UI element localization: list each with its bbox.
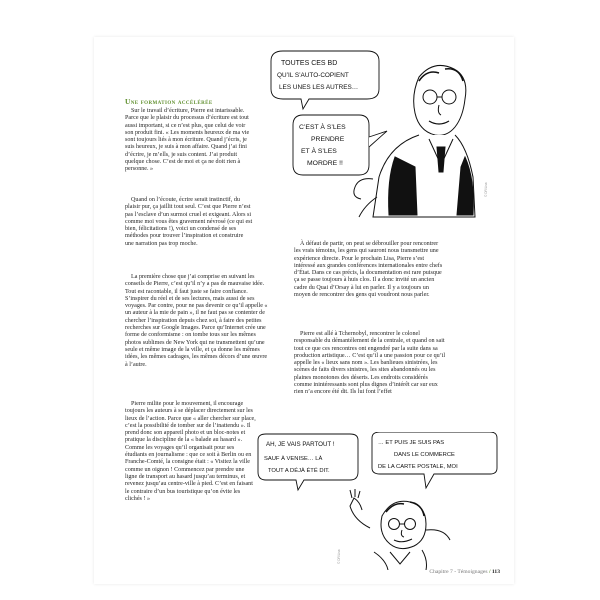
paragraph-3: La première chose que j’ai comprise en suivant les conseils de Pierre, c’est qu’il n’y a pas de mauvaise idée. Tout est racontable, il faut juste se faire confiance. S’inspirer du réel et de ses lectures, mais aussi de ses voyages. Par contre, pour ne pas devenir ce qu’il appelle « un auteur à la mie de pain », il ne faut pas se contenter de chercher l’inspiration depuis chez soi, à faire des petites recherches sur Google Images. Parce qu’Internet crée une forme de conformisme : on tombe tous sur les mêmes photos sublimes de New York qui ne transmettent qu’une seule et même image de la ville, et ça donne les mêmes idées, les mêmes cadrages, les mêmes décors d’une œuvre à l’autre. [125, 274, 268, 368]
speech-top-1-line-2: QU’IL S’AUTO-COPIENT [277, 72, 349, 79]
paragraph-1: Sur le travail d’écriture, Pierre est intarissable. Parce que le plaisir du processus d’écriture est tout aussi important, si ce n’est plus, que celui de voir son produit fini. « Les moments heureux de ma vie sont toujours liés à mon écriture. Quand j’écris, je suis heureux, je suis à mon affaire. Quand j’ai fini d’écrire, je m’ells, je suis content. J’ai produit quelque chose. C’est de moi et ça ne doit rien à personne. » [125, 108, 250, 173]
comic-bottom-credit: © DR/Lisa [337, 549, 341, 564]
left-column-4 [125, 401, 257, 503]
comic-top-credit: © DR/Lisa [484, 182, 488, 197]
left-column-3 [125, 274, 270, 369]
left-column-2 [125, 197, 253, 248]
section-heading: Une formation accélérée [125, 97, 213, 106]
speech-top-1-line-1: TOUTES CES BD [281, 60, 338, 67]
footer-separator: / [488, 569, 491, 575]
comic-illustration-bottom [254, 432, 499, 570]
book-page [94, 37, 514, 584]
speech-top-2-line-2: PRENDRE [311, 136, 345, 143]
paragraph-4: Pierre milite pour le mouvement, il encourage toujours les auteurs à se déplacer directement sur les lieux de l’action. Parce que « aller chercher sur place, c’est la possibilité de tomber sur de l’inattendu ». Il prend donc son appareil photo et un bloc-notes et pratique la discipline de la « balade au hasard ». Comme les voyages qu’il organisait pour ses étudiants en journalisme : que ce soit à Berlin ou en Franche-Comté, la consigne était : « Visitez la ville comme un oignon ! Commencez par prendre une ligne de transport au hasard jusqu’au terminus, et revenez jusqu’au centre-ville à pied. C’est en faisant le contraire d’un bus touristique qu’on évite les clichés ! » [125, 401, 256, 502]
left-column [125, 108, 253, 174]
speech-top-2-line-4: MORDRE !! [307, 160, 343, 167]
speech-bottom-1-line-1: AH, JE VAIS PARTOUT ! [266, 441, 335, 448]
speech-top-1-line-3: LES UNES LES AUTRES… [279, 84, 359, 91]
speech-bottom-3-line-3: DE LA CARTE POSTALE, MOI [378, 464, 458, 470]
speech-bottom-3-line-1: … ET PUIS JE SUIS PAS [378, 440, 445, 446]
speech-top-2-line-3: ET À S’LES [301, 148, 337, 155]
speech-bottom-2-line-2: TOUT A DÉJÀ ÉTÉ DIT. [268, 468, 330, 474]
footer-chapter: Chapitre 7 - Témoignages [429, 569, 488, 575]
speech-top-2-line-1: C’EST À S’LES [299, 124, 346, 131]
right-column-2 [294, 331, 446, 397]
paragraph-2: Quand on l’écoute, écrire serait instinctif, du plaisir pur, ça jaillit tout seul. C’est que Pierre n’est pas l’esclave d’un surmoi cruel et exigeant. Alors si comme moi vous êtes gravement névrosé (ce qui est bien, félicitations !), voici un condensé de ses méthodes pour trouver l’inspiration et construire une narration pas trop moche. [125, 197, 253, 247]
comic-illustration-top [269, 47, 494, 242]
paragraph-5: À défaut de partir, on peut se débrouiller pour rencontrer les vrais témoins, les gens qui sauront nous transmettre une expérience directe. Pour le prochain Lisa, Pierre s’est intéressé aux grandes conférences internationales entre chefs d’État. Dans ce cas précis, la documentation est rare puisque ça se passe toujours à huis clos. Il a donc invité un ancien cadre du Quai d’Orsay à lui en parler. Il y a toujours un moyen de rencontrer des gens qui voudront nous parler. [294, 241, 443, 299]
character-pierre-drawing-bottom [350, 489, 450, 570]
page-number: 113 [491, 569, 500, 575]
paragraph-6: Pierre est allé à Tchernobyl, rencontrer le colonel responsable du démantèlement de la centrale, et quand on sait tout ce que ces rencontres ont engendré par la suite dans sa production artistique… C’est qu’il a une passion pour ce qu’il appelle les « lieux sans nom ». Les banlieues sinistrées, les scènes de faits divers sinistres, les sites abandonnés ou les plaines monotones des déserts. Les endroits considérés comme inintéressants sont plus dignes d’intérêt car sur eux rien n’a encore été dit. Ils lui font l’effet [294, 331, 446, 396]
page-footer [429, 569, 500, 575]
right-column [294, 241, 446, 299]
speech-bottom-3-line-2: DANS LE COMMERCE [394, 452, 455, 458]
speech-bottom-2-line-1: SAUF À VENISE… LÀ [264, 456, 323, 462]
